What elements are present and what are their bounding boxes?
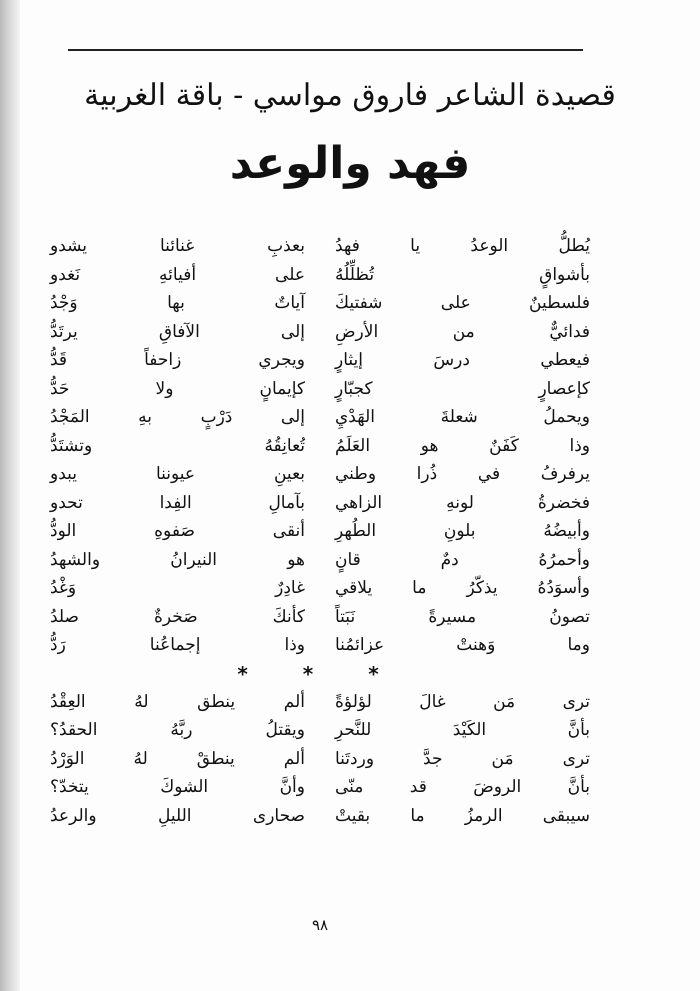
verse-left-hemistich: إلى دَرْبٍ بهِ المَجْدُ [50,407,305,428]
verse-right-hemistich: ويحملُ شعلةَ الهَدْيِ [335,407,590,428]
verse-right-hemistich: ترى مَن جدَّ وردتَنا [335,748,590,769]
verse-left-hemistich: تُعانِقُهُ وتشتَدُّ [50,435,305,456]
verse-line [50,318,590,347]
verse-right-hemistich: يرفرفُ في ذُرا وطني [335,464,590,485]
verse-line [50,745,590,774]
book-page [20,0,700,991]
verse-right-hemistich: فخضرةُ لونهِ الزاهي [335,492,590,513]
verse-left-hemistich: ويجري زاحفاً قَدُّ [50,350,305,371]
verse-line [50,232,590,261]
poem-body [50,232,590,830]
verse-right-hemistich: وأسوَدُهُ يذكّرُ ما يلاقي [335,578,590,599]
verse-line [50,403,590,432]
verse-left-hemistich: آياتٌ بها وَجْدُ [50,293,305,314]
verse-left-hemistich: صحارى الليلِ والرعدُ [50,805,305,826]
verse-right-hemistich: بأنَّ الروضَ قد منّى [335,777,590,798]
verse-line [50,802,590,831]
verse-left-hemistich: غادِرٌ وَغْدُ [50,578,305,599]
verse-line [50,432,590,461]
book-spine-shadow [0,0,20,991]
verse-left-hemistich: كإيمانٍ ولا حَدُّ [50,378,305,399]
verse-line [50,688,590,717]
verse-line [50,289,590,318]
verse-line [50,716,590,745]
verse-line [50,517,590,546]
verse-left-hemistich: بآمالِ الفِدا تحدو [50,492,305,513]
verse-line [50,546,590,575]
verse-right-hemistich: ترى مَن غالَ لؤلؤةً [335,691,590,712]
verse-right-hemistich: بأشواقٍ تُظلِّلُهُ [335,264,590,285]
poem-title: فهد والوعد [229,138,471,189]
verse-right-hemistich: وأحمرُهُ دمٌ قانٍ [335,549,590,570]
verse-right-hemistich: يُطلُّ الوعدُ يا فهدُ [335,236,590,257]
verse-left-hemistich: وذا إجماعُنا رَدُّ [50,635,305,656]
verse-left-hemistich: كأنكَ صَخرةٌ صلدُ [50,606,305,627]
verse-line [50,460,590,489]
verse-left-hemistich: على أفيائهِ نَغدو [50,264,305,285]
verse-right-hemistich: فلسطينٌ على شفتيكَ [335,293,590,314]
verse-left-hemistich: ألم ينطق لهُ العِقْدُ [50,691,305,712]
verse-left-hemistich: هو النيرانُ والشهدُ [50,549,305,570]
top-rule [68,49,583,51]
poem-subtitle: قصيدة الشاعر فاروق مواسي - باقة الغربية [84,78,616,113]
verse-right-hemistich: وذا كَفَنٌ هو العَلَمُ [335,435,590,456]
verse-line [50,489,590,518]
verse-left-hemistich: بعذبِ غنائنا يشدو [50,236,305,257]
verse-right-hemistich: تصونُ مسيرةً نَبَتاً [335,606,590,627]
verse-left-hemistich: ويقتلُ ربَّهُ الحقدُ؟ [50,720,305,741]
verse-right-hemistich: وما وَهنتْ عزائمُنا [335,635,590,656]
verse-line [50,574,590,603]
verse-line [50,631,590,660]
verse-line [50,603,590,632]
verse-line [50,346,590,375]
verse-right-hemistich: بأنَّ الكَيْدَ للنَّحرِ [335,720,590,741]
verse-right-hemistich: فدائيٌّ من الأرضِ [335,321,590,342]
verse-left-hemistich: إلى الآفاقِ يرتَدُّ [50,321,305,342]
page-number: ٩٨ [311,916,329,934]
stanza-2 [50,688,590,831]
verse-left-hemistich: بعينِ عيوننا يبدو [50,464,305,485]
verse-line [50,261,590,290]
stanza-1 [50,232,590,660]
verse-line [50,773,590,802]
verse-left-hemistich: ألم ينطقْ لهُ الوَرْدُ [50,748,305,769]
verse-right-hemistich: وأبيضُهُ بلونِ الطُهرِ [335,521,590,542]
verse-right-hemistich: سيبقى الرمزُ ما بقيتْ [335,805,590,826]
verse-left-hemistich: أنقى صَفوهِ الودُّ [50,521,305,542]
verse-line [50,375,590,404]
verse-right-hemistich: كإعصارٍ كجبّارٍ [335,378,590,399]
stanza-divider: * * * [237,661,403,686]
verse-right-hemistich: فيعطي درسَ إيثارٍ [335,350,590,371]
verse-left-hemistich: وأنَّ الشوكَ يتخدّ؟ [50,777,305,798]
